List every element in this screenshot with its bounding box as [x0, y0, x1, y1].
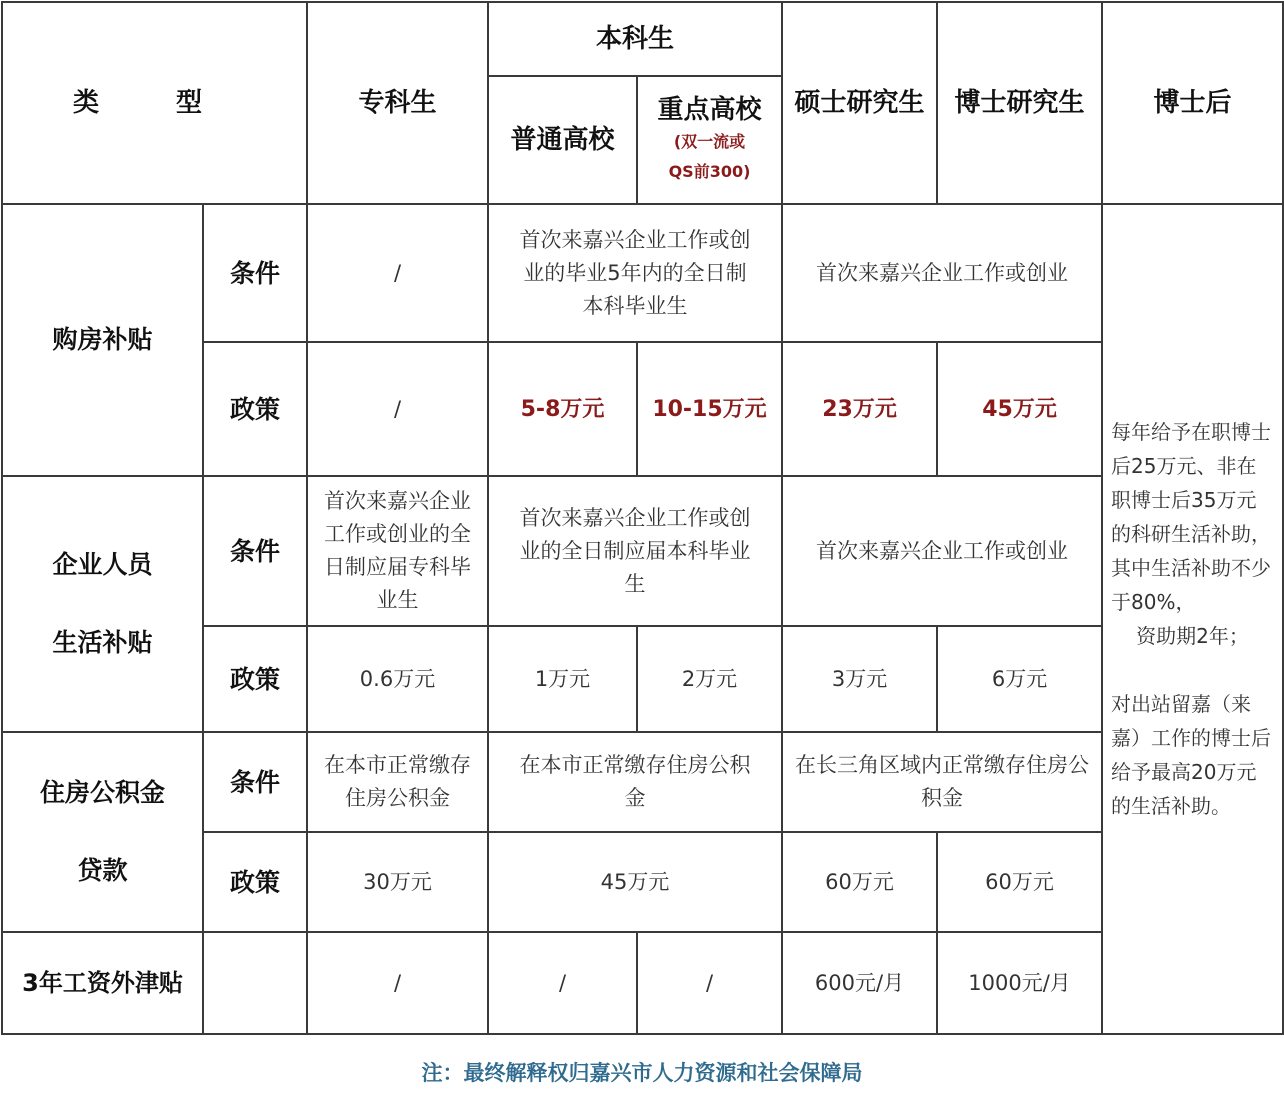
footer-note: 注：最终解释权归嘉兴市人力资源和社会保障局	[421, 1061, 863, 1085]
wage-empty-cell	[203, 932, 307, 1034]
wage-zhuanke: /	[307, 932, 488, 1034]
wage-shuoshi: 600元/月	[782, 932, 937, 1034]
fund-policy-zhuanke: 30万元	[307, 832, 488, 932]
wage-boshi: 1000元/月	[937, 932, 1102, 1034]
wage-row-label: 3年工资外津贴	[2, 932, 203, 1034]
fund-policy-boshi: 60万元	[937, 832, 1102, 932]
zhuanke-header: 专科生	[307, 2, 488, 204]
housing-cond-benke: 首次来嘉兴企业工作或创业的毕业5年内的全日制本科毕业生	[488, 204, 782, 342]
fund-policy-benke: 45万元	[488, 832, 782, 932]
living-policy-zhuanke: 0.6万元	[307, 626, 488, 732]
living-policy-shuoshi: 3万元	[782, 626, 937, 732]
fund-cond-grad: 在长三角区域内正常缴存住房公积金	[782, 732, 1102, 832]
housing-cond-grad: 首次来嘉兴企业工作或创业	[782, 204, 1102, 342]
housing-row-label: 购房补贴	[2, 204, 203, 476]
fund-cond-benke: 在本市正常缴存住房公积金	[488, 732, 782, 832]
boshi-header: 博士研究生	[937, 2, 1102, 204]
housing-policy-boshi: 45万元	[937, 342, 1102, 476]
fund-condition-label: 条件	[203, 732, 307, 832]
postdoc-para1: 每年给予在职博士后25万元、非在职博士后35万元的科研生活补助，其中生活补助不少于80%，	[1111, 420, 1272, 614]
housing-policy-shuoshi: 23万元	[782, 342, 937, 476]
housing-policy-zhuanke: /	[307, 342, 488, 476]
living-policy-boshi: 6万元	[937, 626, 1102, 732]
putong-header: 普通高校	[488, 76, 637, 204]
zhongdian-note: (双一流或 QS前300)	[668, 131, 751, 181]
zhongdian-header	[637, 76, 782, 204]
housing-policy-label: 政策	[203, 342, 307, 476]
policy-table	[1, 1, 1284, 1035]
wage-zhongdian: /	[637, 932, 782, 1034]
living-policy-putong: 1万元	[488, 626, 637, 732]
housing-policy-zhongdian: 10-15万元	[637, 342, 782, 476]
living-cond-grad: 首次来嘉兴企业工作或创业	[782, 476, 1102, 626]
type-header: 类 型	[2, 2, 307, 204]
benke-header: 本科生	[488, 2, 782, 76]
fund-policy-label: 政策	[203, 832, 307, 932]
zhongdian-title: 重点高校	[657, 94, 762, 125]
fund-row-label: 住房公积金 贷款	[2, 732, 203, 932]
living-row-label: 企业人员 生活补贴	[2, 476, 203, 732]
shuoshi-header: 硕士研究生	[782, 2, 937, 204]
living-condition-label: 条件	[203, 476, 307, 626]
housing-condition-label: 条件	[203, 204, 307, 342]
living-cond-benke: 首次来嘉兴企业工作或创业的全日制应届本科毕业生	[488, 476, 782, 626]
living-cond-zhuanke: 首次来嘉兴企业工作或创业的全日制应届专科毕业生	[307, 476, 488, 626]
postdoc-policy	[1102, 204, 1283, 1034]
wage-putong: /	[488, 932, 637, 1034]
fund-cond-zhuanke: 在本市正常缴存住房公积金	[307, 732, 488, 832]
postdoc-para2: 对出站留嘉（来嘉）工作的博士后给予最高20万元的生活补助。	[1111, 692, 1272, 818]
fund-policy-shuoshi: 60万元	[782, 832, 937, 932]
boshihou-header: 博士后	[1102, 2, 1283, 204]
living-policy-zhongdian: 2万元	[637, 626, 782, 732]
postdoc-para1-end: 资助期2年；	[1136, 624, 1249, 648]
housing-cond-zhuanke: /	[307, 204, 488, 342]
living-policy-label: 政策	[203, 626, 307, 732]
housing-policy-putong: 5-8万元	[488, 342, 637, 476]
